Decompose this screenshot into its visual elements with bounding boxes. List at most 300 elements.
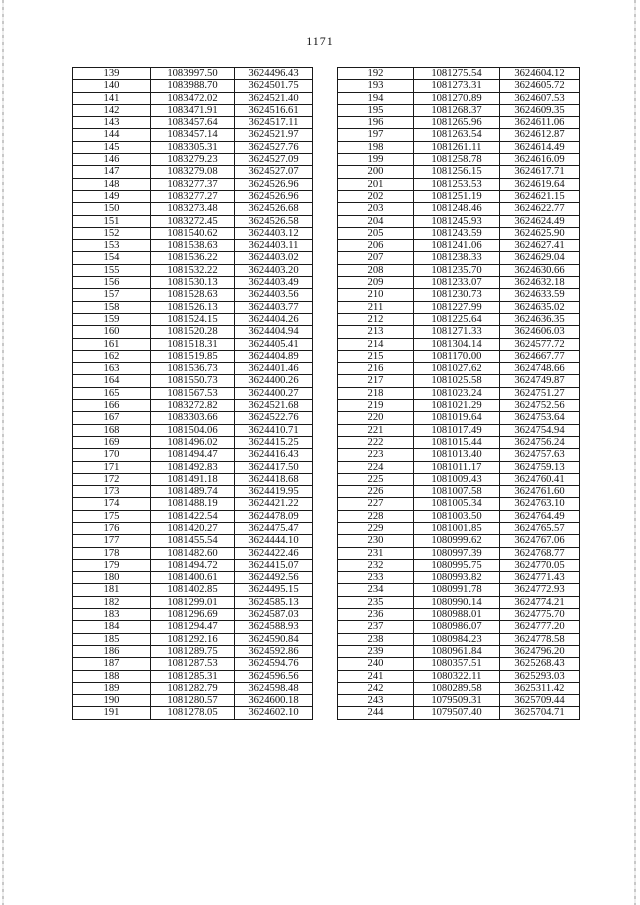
x-coordinate-cell: 1081258.78 <box>414 154 500 166</box>
y-coordinate-cell: 3624625.90 <box>500 227 580 239</box>
y-coordinate-cell: 3624611.06 <box>500 117 580 129</box>
x-coordinate-cell: 1083273.48 <box>151 203 235 215</box>
x-coordinate-cell: 1081248.46 <box>414 203 500 215</box>
point-number-cell: 199 <box>338 154 414 166</box>
y-coordinate-cell: 3624624.49 <box>500 215 580 227</box>
point-number-cell: 204 <box>338 215 414 227</box>
table-row <box>338 547 580 559</box>
x-coordinate-cell: 1081027.62 <box>414 363 500 375</box>
point-number-cell: 164 <box>73 375 151 387</box>
y-coordinate-cell: 3624629.04 <box>500 252 580 264</box>
table-row <box>73 695 313 707</box>
point-number-cell: 202 <box>338 190 414 202</box>
y-coordinate-cell: 3624526.68 <box>235 203 313 215</box>
y-coordinate-cell: 3624777.20 <box>500 621 580 633</box>
y-coordinate-cell: 3624592.86 <box>235 645 313 657</box>
point-number-cell: 238 <box>338 633 414 645</box>
table-row <box>338 572 580 584</box>
x-coordinate-cell: 1081268.37 <box>414 104 500 116</box>
table-row <box>73 350 313 362</box>
table-row <box>338 240 580 252</box>
y-coordinate-cell: 3624417.50 <box>235 461 313 473</box>
point-number-cell: 181 <box>73 584 151 596</box>
point-number-cell: 243 <box>338 695 414 707</box>
x-coordinate-cell: 1081227.99 <box>414 301 500 313</box>
x-coordinate-cell: 1081015.44 <box>414 436 500 448</box>
point-number-cell: 141 <box>73 92 151 104</box>
point-number-cell: 213 <box>338 326 414 338</box>
y-coordinate-cell: 3624403.11 <box>235 240 313 252</box>
table-row <box>338 682 580 694</box>
table-row <box>73 645 313 657</box>
table-row <box>73 190 313 202</box>
point-number-cell: 201 <box>338 178 414 190</box>
x-coordinate-cell: 1083457.64 <box>151 117 235 129</box>
table-row <box>73 104 313 116</box>
y-coordinate-cell: 3624585.13 <box>235 596 313 608</box>
x-coordinate-cell: 1081011.17 <box>414 461 500 473</box>
table-row <box>73 633 313 645</box>
table-row <box>73 682 313 694</box>
point-number-cell: 194 <box>338 92 414 104</box>
y-coordinate-cell: 3624401.46 <box>235 363 313 375</box>
point-number-cell: 235 <box>338 596 414 608</box>
x-coordinate-cell: 1081296.69 <box>151 609 235 621</box>
point-number-cell: 239 <box>338 645 414 657</box>
y-coordinate-cell: 3624621.15 <box>500 190 580 202</box>
point-number-cell: 182 <box>73 596 151 608</box>
y-coordinate-cell: 3624774.21 <box>500 596 580 608</box>
y-coordinate-cell: 3624633.59 <box>500 289 580 301</box>
point-number-cell: 176 <box>73 522 151 534</box>
table-row <box>73 609 313 621</box>
x-coordinate-cell: 1081271.33 <box>414 326 500 338</box>
point-number-cell: 224 <box>338 461 414 473</box>
x-coordinate-cell: 1081007.58 <box>414 486 500 498</box>
table-row <box>73 338 313 350</box>
x-coordinate-cell: 1083305.31 <box>151 141 235 153</box>
x-coordinate-cell: 1081023.24 <box>414 387 500 399</box>
point-number-cell: 163 <box>73 363 151 375</box>
y-coordinate-cell: 3624496.43 <box>235 68 313 80</box>
x-coordinate-cell: 1081492.83 <box>151 461 235 473</box>
y-coordinate-cell: 3625268.43 <box>500 658 580 670</box>
table-row <box>338 166 580 178</box>
table-row <box>338 424 580 436</box>
y-coordinate-cell: 3624516.61 <box>235 104 313 116</box>
y-coordinate-cell: 3624587.03 <box>235 609 313 621</box>
table-row <box>73 363 313 375</box>
x-coordinate-cell: 1081265.96 <box>414 117 500 129</box>
table-row <box>338 486 580 498</box>
point-number-cell: 170 <box>73 449 151 461</box>
point-number-cell: 160 <box>73 326 151 338</box>
page-number: 1171 <box>306 34 334 48</box>
y-coordinate-cell: 3624422.46 <box>235 547 313 559</box>
y-coordinate-cell: 3624614.49 <box>500 141 580 153</box>
table-row <box>73 375 313 387</box>
y-coordinate-cell: 3624751.27 <box>500 387 580 399</box>
y-coordinate-cell: 3624415.07 <box>235 559 313 571</box>
y-coordinate-cell: 3624605.72 <box>500 80 580 92</box>
scan-edge-right <box>634 0 636 905</box>
y-coordinate-cell: 3624600.18 <box>235 695 313 707</box>
scan-edge-left <box>2 0 4 905</box>
table-row <box>73 252 313 264</box>
point-number-cell: 169 <box>73 436 151 448</box>
y-coordinate-cell: 3624761.60 <box>500 486 580 498</box>
point-number-cell: 146 <box>73 154 151 166</box>
y-coordinate-cell: 3624636.35 <box>500 313 580 325</box>
table-row <box>338 350 580 362</box>
y-coordinate-cell: 3624630.66 <box>500 264 580 276</box>
table-row <box>73 486 313 498</box>
x-coordinate-cell: 1081422.54 <box>151 510 235 522</box>
y-coordinate-cell: 3624748.66 <box>500 363 580 375</box>
table-row <box>73 424 313 436</box>
table-row <box>338 473 580 485</box>
table-row <box>338 129 580 141</box>
point-number-cell: 228 <box>338 510 414 522</box>
table-row <box>338 104 580 116</box>
y-coordinate-cell: 3624410.71 <box>235 424 313 436</box>
point-number-cell: 155 <box>73 264 151 276</box>
point-number-cell: 149 <box>73 190 151 202</box>
x-coordinate-cell: 1081519.85 <box>151 350 235 362</box>
y-coordinate-cell: 3624606.03 <box>500 326 580 338</box>
x-coordinate-cell: 1081230.73 <box>414 289 500 301</box>
point-number-cell: 183 <box>73 609 151 621</box>
x-coordinate-cell: 1083277.27 <box>151 190 235 202</box>
y-coordinate-cell: 3624403.56 <box>235 289 313 301</box>
y-coordinate-cell: 3624622.77 <box>500 203 580 215</box>
y-coordinate-cell: 3624602.10 <box>235 707 313 719</box>
y-coordinate-cell: 3624403.12 <box>235 227 313 239</box>
x-coordinate-cell: 1081235.70 <box>414 264 500 276</box>
x-coordinate-cell: 1081225.64 <box>414 313 500 325</box>
table-row <box>338 190 580 202</box>
point-number-cell: 190 <box>73 695 151 707</box>
table-row <box>338 461 580 473</box>
table-row <box>73 461 313 473</box>
y-coordinate-cell: 3624415.25 <box>235 436 313 448</box>
table-row <box>73 277 313 289</box>
table-row <box>338 707 580 719</box>
point-number-cell: 148 <box>73 178 151 190</box>
y-coordinate-cell: 3624590.84 <box>235 633 313 645</box>
coordinate-table-left-body <box>73 68 313 720</box>
point-number-cell: 222 <box>338 436 414 448</box>
table-row <box>73 621 313 633</box>
point-number-cell: 226 <box>338 486 414 498</box>
y-coordinate-cell: 3624475.47 <box>235 522 313 534</box>
y-coordinate-cell: 3624764.49 <box>500 510 580 522</box>
y-coordinate-cell: 3624419.95 <box>235 486 313 498</box>
x-coordinate-cell: 1080990.14 <box>414 596 500 608</box>
y-coordinate-cell: 3624444.10 <box>235 535 313 547</box>
point-number-cell: 173 <box>73 486 151 498</box>
y-coordinate-cell: 3624760.41 <box>500 473 580 485</box>
x-coordinate-cell: 1081489.74 <box>151 486 235 498</box>
x-coordinate-cell: 1081238.33 <box>414 252 500 264</box>
y-coordinate-cell: 3624501.75 <box>235 80 313 92</box>
y-coordinate-cell: 3624404.89 <box>235 350 313 362</box>
x-coordinate-cell: 1080988.01 <box>414 609 500 621</box>
x-coordinate-cell: 1081400.61 <box>151 572 235 584</box>
point-number-cell: 186 <box>73 645 151 657</box>
point-number-cell: 188 <box>73 670 151 682</box>
y-coordinate-cell: 3624619.64 <box>500 178 580 190</box>
table-row <box>338 252 580 264</box>
table-row <box>73 203 313 215</box>
x-coordinate-cell: 1081282.79 <box>151 682 235 694</box>
table-row <box>73 412 313 424</box>
table-row <box>73 707 313 719</box>
x-coordinate-cell: 1081017.49 <box>414 424 500 436</box>
x-coordinate-cell: 1080961.84 <box>414 645 500 657</box>
y-coordinate-cell: 3624588.93 <box>235 621 313 633</box>
table-row <box>73 129 313 141</box>
table-row <box>338 400 580 412</box>
table-row <box>73 596 313 608</box>
x-coordinate-cell: 1081528.63 <box>151 289 235 301</box>
point-number-cell: 198 <box>338 141 414 153</box>
table-row <box>73 166 313 178</box>
table-row <box>73 313 313 325</box>
x-coordinate-cell: 1081289.75 <box>151 645 235 657</box>
y-coordinate-cell: 3624400.26 <box>235 375 313 387</box>
table-row <box>73 510 313 522</box>
x-coordinate-cell: 1080997.39 <box>414 547 500 559</box>
table-row <box>338 510 580 522</box>
table-row <box>338 559 580 571</box>
x-coordinate-cell: 1080993.82 <box>414 572 500 584</box>
table-row <box>338 645 580 657</box>
point-number-cell: 161 <box>73 338 151 350</box>
table-row <box>73 117 313 129</box>
point-number-cell: 162 <box>73 350 151 362</box>
coordinate-table-left <box>72 67 313 720</box>
point-number-cell: 142 <box>73 104 151 116</box>
table-row <box>338 449 580 461</box>
y-coordinate-cell: 3624772.93 <box>500 584 580 596</box>
point-number-cell: 140 <box>73 80 151 92</box>
x-coordinate-cell: 1081504.06 <box>151 424 235 436</box>
x-coordinate-cell: 1080995.75 <box>414 559 500 571</box>
y-coordinate-cell: 3624403.20 <box>235 264 313 276</box>
point-number-cell: 196 <box>338 117 414 129</box>
point-number-cell: 192 <box>338 68 414 80</box>
x-coordinate-cell: 1081482.60 <box>151 547 235 559</box>
y-coordinate-cell: 3625704.71 <box>500 707 580 719</box>
point-number-cell: 212 <box>338 313 414 325</box>
point-number-cell: 180 <box>73 572 151 584</box>
point-number-cell: 244 <box>338 707 414 719</box>
x-coordinate-cell: 1081294.47 <box>151 621 235 633</box>
table-row <box>338 621 580 633</box>
x-coordinate-cell: 1081567.53 <box>151 387 235 399</box>
table-row <box>338 363 580 375</box>
y-coordinate-cell: 3624521.97 <box>235 129 313 141</box>
y-coordinate-cell: 3624492.56 <box>235 572 313 584</box>
point-number-cell: 233 <box>338 572 414 584</box>
x-coordinate-cell: 1083279.08 <box>151 166 235 178</box>
x-coordinate-cell: 1083277.37 <box>151 178 235 190</box>
x-coordinate-cell: 1081536.73 <box>151 363 235 375</box>
y-coordinate-cell: 3624635.02 <box>500 301 580 313</box>
point-number-cell: 177 <box>73 535 151 547</box>
table-row <box>73 289 313 301</box>
point-number-cell: 166 <box>73 400 151 412</box>
table-row <box>338 695 580 707</box>
y-coordinate-cell: 3624778.58 <box>500 633 580 645</box>
x-coordinate-cell: 1083472.02 <box>151 92 235 104</box>
table-row <box>73 154 313 166</box>
point-number-cell: 205 <box>338 227 414 239</box>
point-number-cell: 154 <box>73 252 151 264</box>
point-number-cell: 219 <box>338 400 414 412</box>
x-coordinate-cell: 1081488.19 <box>151 498 235 510</box>
x-coordinate-cell: 1081273.31 <box>414 80 500 92</box>
table-row <box>338 141 580 153</box>
y-coordinate-cell: 3624594.76 <box>235 658 313 670</box>
point-number-cell: 174 <box>73 498 151 510</box>
point-number-cell: 220 <box>338 412 414 424</box>
y-coordinate-cell: 3624527.09 <box>235 154 313 166</box>
table-row <box>338 658 580 670</box>
y-coordinate-cell: 3624770.05 <box>500 559 580 571</box>
table-row <box>73 670 313 682</box>
x-coordinate-cell: 1081261.11 <box>414 141 500 153</box>
y-coordinate-cell: 3624754.94 <box>500 424 580 436</box>
x-coordinate-cell: 1081251.19 <box>414 190 500 202</box>
table-row <box>73 141 313 153</box>
point-number-cell: 189 <box>73 682 151 694</box>
x-coordinate-cell: 1081494.72 <box>151 559 235 571</box>
table-row <box>338 498 580 510</box>
table-row <box>73 387 313 399</box>
point-number-cell: 144 <box>73 129 151 141</box>
point-number-cell: 206 <box>338 240 414 252</box>
point-number-cell: 215 <box>338 350 414 362</box>
table-row <box>338 412 580 424</box>
x-coordinate-cell: 1081005.34 <box>414 498 500 510</box>
table-row <box>338 375 580 387</box>
x-coordinate-cell: 1080289.58 <box>414 682 500 694</box>
table-row <box>338 178 580 190</box>
y-coordinate-cell: 3624416.43 <box>235 449 313 461</box>
point-number-cell: 147 <box>73 166 151 178</box>
point-number-cell: 214 <box>338 338 414 350</box>
y-coordinate-cell: 3624403.77 <box>235 301 313 313</box>
x-coordinate-cell: 1081013.40 <box>414 449 500 461</box>
table-row <box>73 449 313 461</box>
table-row <box>73 522 313 534</box>
x-coordinate-cell: 1081278.05 <box>151 707 235 719</box>
point-number-cell: 236 <box>338 609 414 621</box>
x-coordinate-cell: 1083471.91 <box>151 104 235 116</box>
y-coordinate-cell: 3624749.87 <box>500 375 580 387</box>
point-number-cell: 193 <box>338 80 414 92</box>
x-coordinate-cell: 1081536.22 <box>151 252 235 264</box>
table-row <box>338 301 580 313</box>
y-coordinate-cell: 3624796.20 <box>500 645 580 657</box>
x-coordinate-cell: 1081241.06 <box>414 240 500 252</box>
table-row <box>73 572 313 584</box>
point-number-cell: 191 <box>73 707 151 719</box>
x-coordinate-cell: 1081270.89 <box>414 92 500 104</box>
x-coordinate-cell: 1081299.01 <box>151 596 235 608</box>
table-row <box>338 338 580 350</box>
x-coordinate-cell: 1081275.54 <box>414 68 500 80</box>
y-coordinate-cell: 3624527.76 <box>235 141 313 153</box>
point-number-cell: 139 <box>73 68 151 80</box>
y-coordinate-cell: 3624612.87 <box>500 129 580 141</box>
point-number-cell: 211 <box>338 301 414 313</box>
table-row <box>338 215 580 227</box>
y-coordinate-cell: 3624495.15 <box>235 584 313 596</box>
point-number-cell: 187 <box>73 658 151 670</box>
point-number-cell: 156 <box>73 277 151 289</box>
point-number-cell: 241 <box>338 670 414 682</box>
point-number-cell: 203 <box>338 203 414 215</box>
x-coordinate-cell: 1081170.00 <box>414 350 500 362</box>
table-row <box>338 92 580 104</box>
table-row <box>338 80 580 92</box>
y-coordinate-cell: 3624526.58 <box>235 215 313 227</box>
table-row <box>338 313 580 325</box>
point-number-cell: 165 <box>73 387 151 399</box>
table-row <box>73 178 313 190</box>
table-row <box>73 400 313 412</box>
x-coordinate-cell: 1083457.14 <box>151 129 235 141</box>
point-number-cell: 210 <box>338 289 414 301</box>
x-coordinate-cell: 1081491.18 <box>151 473 235 485</box>
y-coordinate-cell: 3624598.48 <box>235 682 313 694</box>
point-number-cell: 172 <box>73 473 151 485</box>
y-coordinate-cell: 3624478.09 <box>235 510 313 522</box>
y-coordinate-cell: 3624609.35 <box>500 104 580 116</box>
point-number-cell: 242 <box>338 682 414 694</box>
x-coordinate-cell: 1081538.63 <box>151 240 235 252</box>
point-number-cell: 158 <box>73 301 151 313</box>
x-coordinate-cell: 1081001.85 <box>414 522 500 534</box>
x-coordinate-cell: 1081304.14 <box>414 338 500 350</box>
x-coordinate-cell: 1080986.07 <box>414 621 500 633</box>
x-coordinate-cell: 1081263.54 <box>414 129 500 141</box>
x-coordinate-cell: 1081233.07 <box>414 277 500 289</box>
point-number-cell: 143 <box>73 117 151 129</box>
table-row <box>73 584 313 596</box>
table-row <box>338 289 580 301</box>
y-coordinate-cell: 3624521.68 <box>235 400 313 412</box>
point-number-cell: 179 <box>73 559 151 571</box>
point-number-cell: 185 <box>73 633 151 645</box>
y-coordinate-cell: 3624771.43 <box>500 572 580 584</box>
x-coordinate-cell: 1081402.85 <box>151 584 235 596</box>
point-number-cell: 184 <box>73 621 151 633</box>
table-row <box>338 633 580 645</box>
y-coordinate-cell: 3624596.56 <box>235 670 313 682</box>
y-coordinate-cell: 3624607.53 <box>500 92 580 104</box>
coordinate-table-right-body <box>338 68 580 720</box>
y-coordinate-cell: 3624617.71 <box>500 166 580 178</box>
y-coordinate-cell: 3624400.27 <box>235 387 313 399</box>
point-number-cell: 168 <box>73 424 151 436</box>
x-coordinate-cell: 1081287.53 <box>151 658 235 670</box>
table-row <box>338 117 580 129</box>
y-coordinate-cell: 3624768.77 <box>500 547 580 559</box>
